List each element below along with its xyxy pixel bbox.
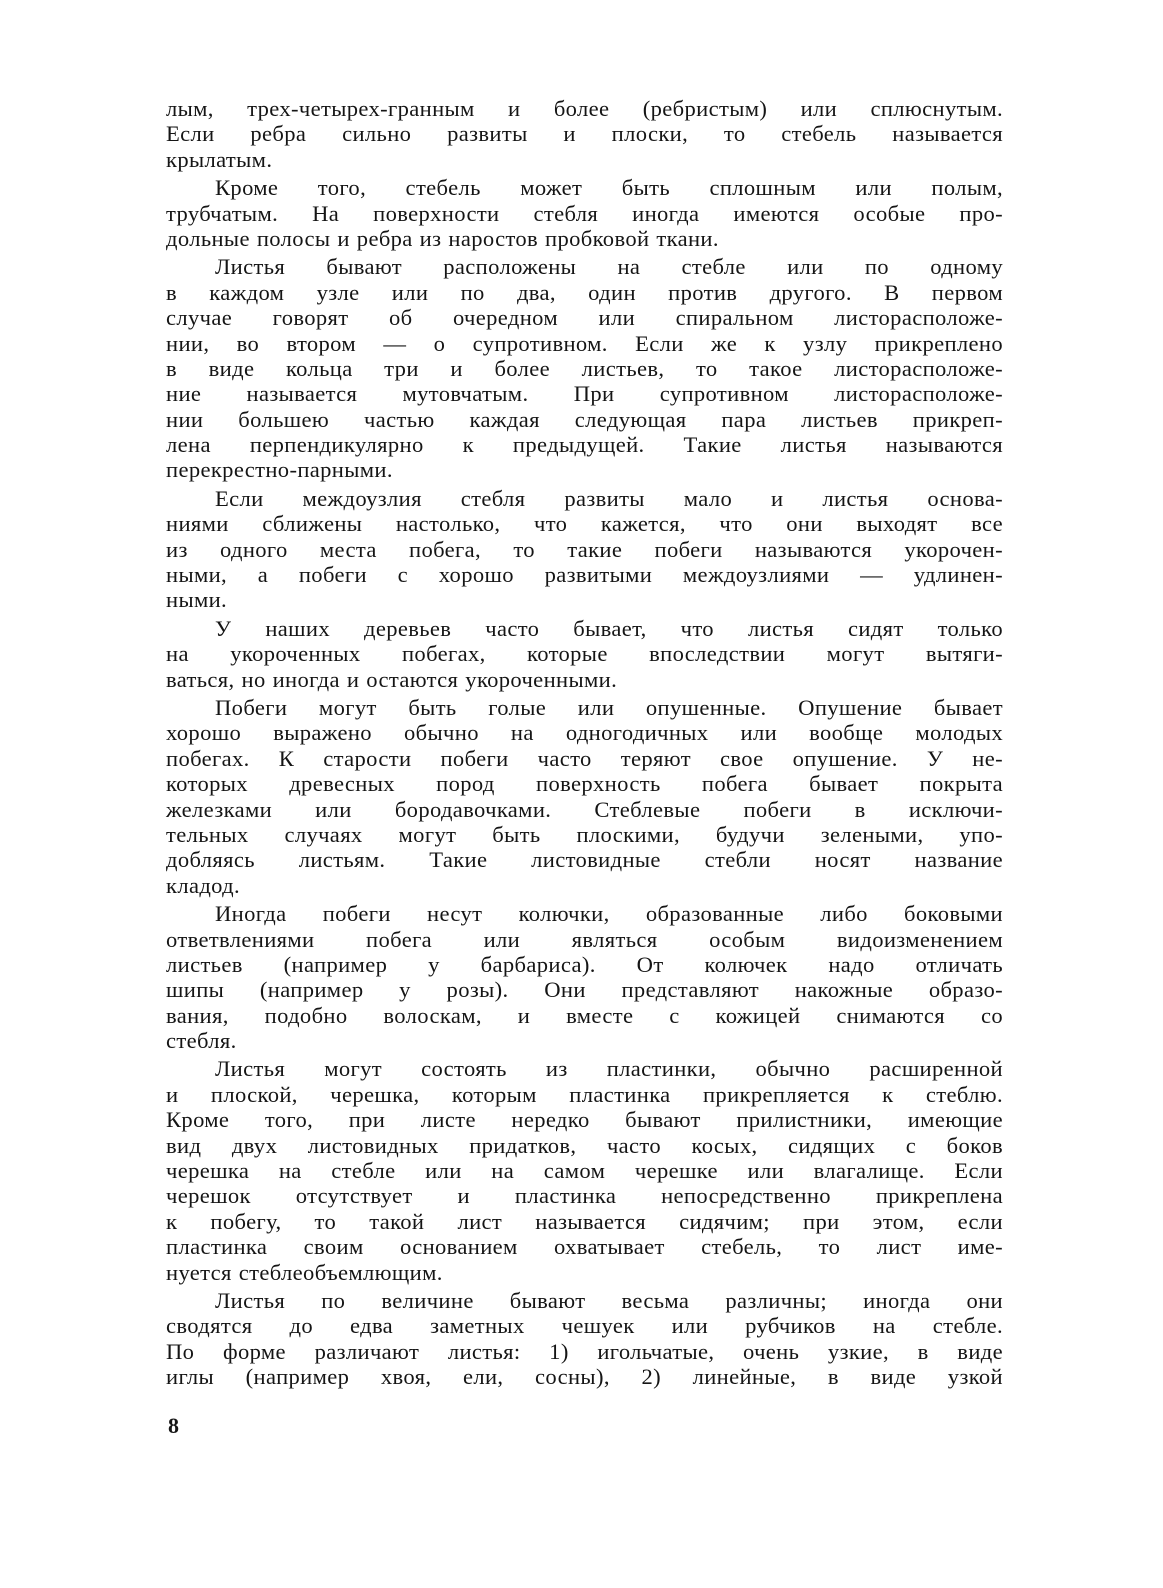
text-line: Если ребра сильно развиты и плоски, то стебель называется — [166, 121, 1003, 147]
text-line: ниями сближены настолько, что кажется, что они выходят все — [166, 511, 1003, 537]
text-line: добляясь листьям. Такие листовидные стебли носят название — [166, 847, 1003, 873]
text-line: тельных случаях могут быть плоскими, будучи зелеными, упо- — [166, 821, 1003, 847]
page-number: 8 — [168, 1413, 179, 1438]
text-line: лым, трех-четырех-гранным и более (ребристым) или сплюснутым. — [166, 96, 1003, 121]
text-line: перекрестно-парными. — [166, 457, 393, 483]
text-line: ными. — [166, 587, 228, 613]
text-line: Если междоузлия стебля развиты мало и листья основа- — [215, 485, 1003, 511]
text-line: листьев (например у барбариса). От колючек надо отличать — [166, 951, 1003, 977]
text-line: Кроме того, стебель может быть сплошным или полым, — [215, 175, 1003, 201]
paragraph-stem-shape — [166, 96, 1003, 172]
text-line: Побеги могут быть голые или опушенные. Опушение бывает — [215, 694, 1003, 720]
text-line: Иногда побеги несут колючки, образованные либо боковыми — [215, 901, 1003, 927]
body-text — [166, 96, 1003, 1393]
text-line: нии большею частью каждая следующая пара листьев прикреп- — [166, 406, 1003, 432]
text-line: из одного места побега, то такие побеги называются укорочен- — [166, 536, 1003, 562]
text-line: пластинка своим основанием охватывает стебель, то лист име- — [166, 1234, 1003, 1260]
text-line: кладод. — [166, 872, 241, 898]
text-line: нии, во втором — о супротивном. Если же к узлу прикреплено — [166, 330, 1003, 356]
text-line: дольные полосы и ребра из наростов пробковой ткани. — [166, 225, 719, 251]
text-line: железками или бородавочками. Стеблевые побеги в исключи- — [166, 796, 1003, 822]
text-line: черешок отсутствует и пластинка непосредственно прикреплена — [166, 1183, 1003, 1209]
text-line: которых древесных пород поверхность побега бывает покрыта — [166, 771, 1003, 797]
text-line: Кроме того, при листе нередко бывают прилистники, имеющие — [166, 1107, 1003, 1133]
text-line: ваться, но иногда и остаются укороченными. — [166, 666, 618, 692]
text-line: ответвлениями побега или являться особым видоизменением — [166, 926, 1003, 952]
text-line: Листья могут состоять из пластинки, обычно расширенной — [215, 1056, 1003, 1082]
text-line: хорошо выражено обычно на одногодичных или вообще молодых — [166, 720, 1003, 746]
text-line: Листья бывают расположены на стебле или по одному — [215, 254, 1003, 280]
paragraph-leaf-arrangement — [166, 254, 1003, 483]
text-line: к побегу, то такой лист называется сидячим; при этом, если — [166, 1208, 1003, 1234]
text-line: вид двух листовидных придатков, часто косых, сидящих с боков — [166, 1132, 1003, 1158]
text-line: ными, а побеги с хорошо развитыми междоузлиями — удлинен- — [166, 562, 1003, 588]
text-line: Листья по величине бывают весьма различны; иногда они — [215, 1287, 1003, 1313]
paragraph-stem-hollow — [166, 175, 1003, 251]
text-line: крылатым. — [166, 146, 273, 172]
text-line: в каждом узле или по два, один против другого. В первом — [166, 279, 1003, 305]
paragraph-pubescence — [166, 695, 1003, 898]
text-line: побегах. К старости побеги часто теряют свое опушение. У не- — [166, 745, 1003, 771]
paragraph-thorns — [166, 901, 1003, 1053]
paragraph-leaf-forms — [166, 1288, 1003, 1390]
text-line: и плоской, черешка, которым пластинка прикрепляется к стеблю. — [166, 1081, 1003, 1107]
paragraph-internodes — [166, 486, 1003, 613]
text-line: на укороченных побегах, которые впоследствии могут вытяги- — [166, 641, 1003, 667]
text-line: вания, подобно волоскам, и вместе с кожицей снимаются со — [166, 1002, 1003, 1028]
paragraph-leaf-parts — [166, 1056, 1003, 1285]
text-line: нуется стеблеобъемлющим. — [166, 1259, 443, 1285]
text-line: трубчатым. На поверхности стебля иногда имеются особые про- — [166, 200, 1003, 226]
text-line: иглы (например хвоя, ели, сосны), 2) линейные, в виде узкой — [166, 1364, 1003, 1390]
text-line: стебля. — [166, 1028, 237, 1054]
text-line: сводятся до едва заметных чешуек или рубчиков на стебле. — [166, 1313, 1003, 1339]
text-line: По форме различают листья: 1) игольчатые, очень узкие, в виде — [166, 1338, 1003, 1364]
text-line: шипы (например у розы). Они представляют накожные образо- — [166, 977, 1003, 1003]
text-line: У наших деревьев часто бывает, что листья сидят только — [215, 615, 1003, 641]
text-line: лена перпендикулярно к предыдущей. Такие листья называются — [166, 432, 1003, 458]
text-line: черешка на стебле или на самом черешке или влагалище. Если — [166, 1158, 1003, 1184]
paragraph-short-shoots — [166, 616, 1003, 692]
text-line: в виде кольца три и более листьев, то такое листорасположе- — [166, 355, 1003, 381]
text-line: ние называется мутовчатым. При супротивном листорасположе- — [166, 381, 1003, 407]
text-line: случае говорят об очередном или спиральном листорасположе- — [166, 305, 1003, 331]
